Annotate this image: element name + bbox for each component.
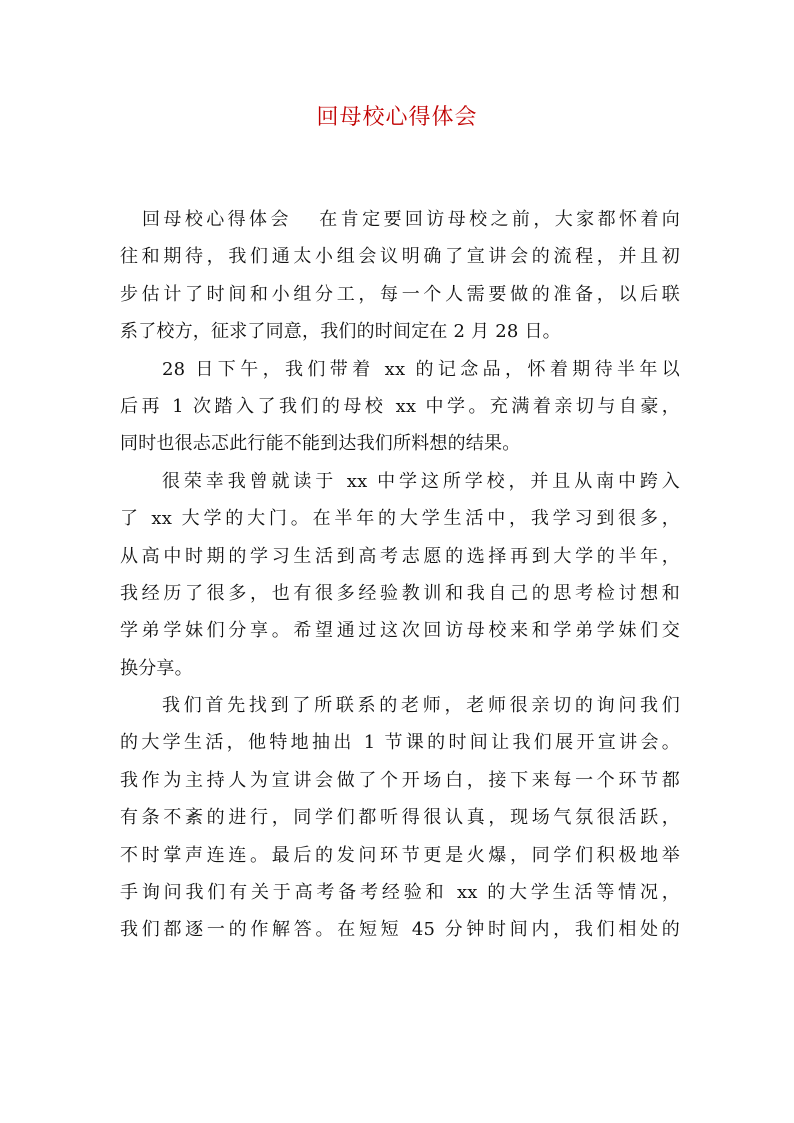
paragraph-2-line-1: 28 日下午，我们带着 xx 的记念品，怀着期待半年以	[162, 358, 680, 380]
paragraph-1-line-2: 往和期待，我们通太小组会议明确了宣讲会的流程，并且初	[120, 246, 680, 268]
paragraph-4-line-1: 我们首先找到了所联系的老师，老师很亲切的询问我们	[162, 695, 680, 717]
paragraph-3-line-3: 从高中时期的学习生活到高考志愿的选择再到大学的半年，	[120, 545, 680, 567]
paragraph-4-line-6: 手询问我们有关于高考备考经验和 xx 的大学生活等情况，	[120, 882, 680, 904]
paragraph-3-line-1: 很荣幸我曾就读于 xx 中学这所学校，并且从南中跨入	[162, 470, 680, 492]
document-body	[120, 201, 680, 949]
paragraph-4-line-5: 不时掌声连连。最后的发问环节更是火爆，同学们积极地举	[120, 844, 680, 866]
paragraph-1-line-3: 步估计了时间和小组分工，每一个人需要做的准备，以后联	[120, 283, 680, 305]
paragraph-4-line-4: 有条不紊的进行，同学们都听得很认真，现场气氛很活跃，	[120, 807, 680, 829]
paragraph-4-line-7: 我们都逐一的作解答。在短短 45 分钟时间内，我们相处的	[120, 919, 680, 941]
paragraph-3-line-2: 了 xx 大学的大门。在半年的大学生活中，我学习到很多，	[120, 508, 680, 530]
paragraph-1-line-4: 系了校方，征求了同意，我们的时间定在 2 月 28 日。	[120, 321, 561, 343]
paragraph-2-line-2: 后再 1 次踏入了我们的母校 xx 中学。充满着亲切与自豪，	[120, 395, 680, 417]
paragraph-4-line-3: 我作为主持人为宣讲会做了个开场白，接下来每一个环节都	[120, 769, 680, 791]
paragraph-1-line-1: 回母校心得体会 在肯定要回访母校之前，大家都怀着向	[142, 209, 680, 230]
document-title: 回母校心得体会	[316, 105, 478, 130]
paragraph-3-line-6: 换分享。	[120, 657, 193, 679]
paragraph-3-line-4: 我经历了很多，也有很多经验教训和我自己的思考检讨想和	[120, 582, 680, 604]
paragraph-2-line-3: 同时也很忐忑此行能不能到达我们所料想的结果。	[120, 433, 521, 455]
paragraph-3-line-5: 学弟学妹们分享。希望通过这次回访母校来和学弟学妹们交	[120, 620, 680, 642]
paragraph-4-line-2: 的大学生活，他特地抽出 1 节课的时间让我们展开宣讲会。	[120, 732, 680, 754]
